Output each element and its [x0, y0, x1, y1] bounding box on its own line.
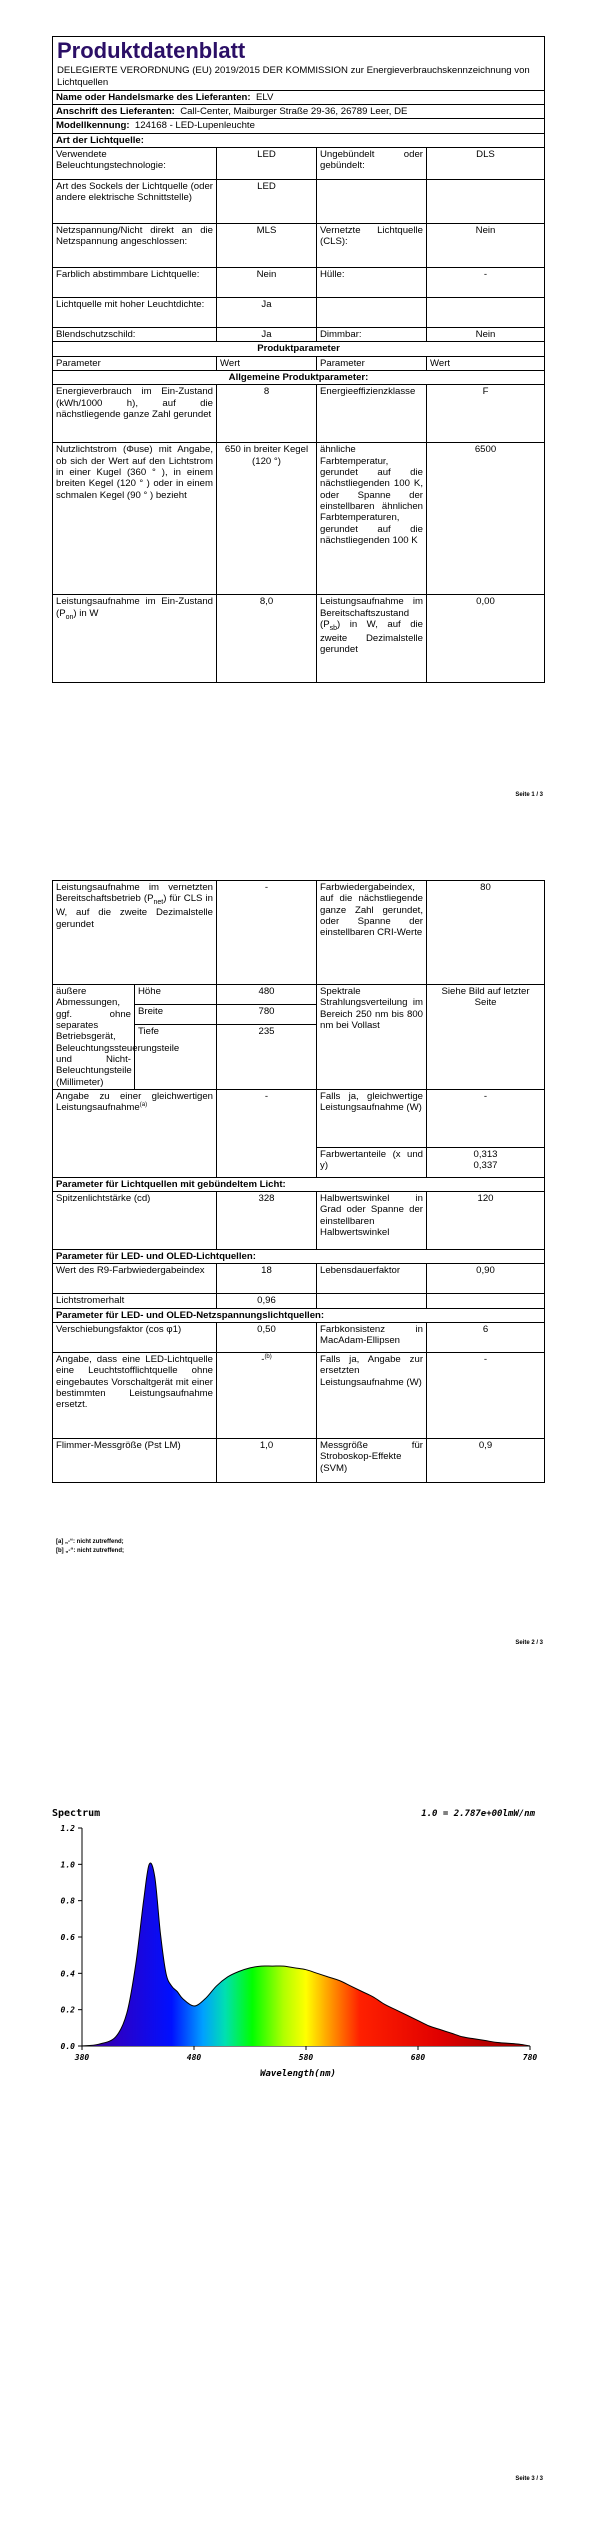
- macadam-label: Farbkonsistenz in MacAdam-Ellipsen: [317, 1323, 427, 1353]
- tech-value: LED: [217, 148, 317, 180]
- y-tick-label: 1.2: [60, 1824, 75, 1833]
- efficiency-label: Energieeffizienzklasse: [317, 385, 427, 443]
- product-params-header: Produktparameter: [53, 342, 545, 356]
- chromaticity-x: 0,313: [473, 1148, 498, 1160]
- chart-scale-note: 1.0 = 2.787e+00lmW/nm: [421, 1809, 535, 1819]
- width-label: Breite: [135, 1005, 217, 1025]
- supplier-address-label: Anschrift des Lieferanten:: [56, 106, 175, 118]
- height-label: Höhe: [135, 985, 217, 1005]
- param-col-header: Parameter: [317, 356, 427, 370]
- y-tick-label: 0.2: [60, 2005, 75, 2015]
- supplier-name-value: ELV: [255, 91, 274, 103]
- datasheet-table-page-1: [52, 36, 545, 683]
- dls-params-header: Parameter für Lichtquellen mit gebündeltem Licht:: [53, 1177, 545, 1191]
- chromaticity-value: [427, 1147, 545, 1177]
- flicker-value: 1,0: [217, 1439, 317, 1483]
- spectral-label: Spektrale Strahlungsverteilung im Bereich 250 nm bis 800 nm bei Vollast: [317, 985, 427, 1090]
- y-tick-label: 0.4: [60, 1969, 75, 1979]
- standby-label: Leistungsaufnahme im Bereitschaftszustand $(P_{sb})$ in W, auf die zweite Dezimalstelle gerundet: [317, 595, 427, 683]
- cri-value: 80: [427, 881, 545, 985]
- lifetime-value: 0,90: [427, 1264, 545, 1294]
- empty-cell: [427, 180, 545, 224]
- dimensions-label: äußere Abmessungen, ggf. ohne separates Betriebsgerät, Beleuchtungssteuerungsteile und Nicht-Beleuchtungsteile (Millimeter): [53, 985, 135, 1090]
- empty-cell: [427, 1294, 545, 1308]
- general-params-header: Allgemeine Produktparameter:: [53, 371, 545, 385]
- power-factor-value: 0,50: [217, 1323, 317, 1353]
- value-col-header: Wert: [217, 356, 317, 370]
- lifetime-label: Lebensdauerfaktor: [317, 1264, 427, 1294]
- spectrum-area: [82, 1863, 530, 2046]
- param-col-header: Parameter: [53, 356, 217, 370]
- maintenance-value: 0,96: [217, 1294, 317, 1308]
- depth-label: Tiefe: [135, 1025, 217, 1089]
- x-tick-label: 680: [410, 2053, 426, 2062]
- socket-value: LED: [217, 180, 317, 224]
- supplier-name-label: Name oder Handelsmarke des Lieferanten:: [56, 91, 251, 103]
- equiv-value: -: [217, 1089, 317, 1177]
- footnote-b: [b] „-“: nicht zutreffend;: [56, 1548, 124, 1554]
- stroboscopic-label: Messgröße für Stroboskop-Effekte (SVM): [317, 1439, 427, 1483]
- r9-label: Wert des R9-Farbwiedergabeindex: [53, 1264, 217, 1294]
- r9-value: 18: [217, 1264, 317, 1294]
- glare-value: Ja: [217, 328, 317, 342]
- cct-label: ähnliche Farbtemperatur, gerundet auf die nächstliegenden 100 K, oder Spanne der einstellbaren ähnlichen Farbtemperaturen, gerundet auf die nächstliegenden 100 K: [317, 443, 427, 595]
- x-tick-label: 580: [298, 2053, 314, 2062]
- high-luminance-label: Lichtquelle mit hoher Leuchtdichte:: [53, 298, 217, 328]
- tech-label: Verwendete Beleuchtungstechnologie:: [53, 148, 217, 180]
- chart-title: Spectrum: [52, 1808, 101, 1819]
- value-col-header: Wert: [427, 356, 545, 370]
- supplier-address-row: [53, 105, 545, 119]
- connected-value: Nein: [427, 224, 545, 268]
- light-type-header: Art der Lichtquelle:: [53, 133, 545, 147]
- x-ticks: [74, 2046, 538, 2062]
- cct-value: 6500: [427, 443, 545, 595]
- x-tick-label: 380: [74, 2053, 90, 2062]
- x-tick-label: 780: [522, 2053, 538, 2062]
- energy-label: Energieverbrauch im Ein-Zustand (kWh/1000 h), auf die nächstliegende ganze Zahl gerundet: [53, 385, 217, 443]
- y-tick-label: 0.6: [60, 1933, 75, 1942]
- equiv-label: Angabe zu einer gleichwertigen Leistungsaufnahme$^{(a)}$: [53, 1089, 217, 1177]
- model-label: Modellkennung:: [56, 120, 130, 132]
- footnote-a: [a] „-“: nicht zutreffend;: [56, 1539, 124, 1545]
- y-tick-label: 0.8: [60, 1896, 75, 1906]
- regulation-text: DELEGIERTE VERORDNUNG (EU) 2019/2015 DER KOMMISSION zur Energieverbrauchskennzeichnung von Lichtquellen: [57, 65, 530, 88]
- high-luminance-value: Ja: [217, 298, 317, 328]
- empty-cell: [317, 298, 427, 328]
- empty-cell: [427, 298, 545, 328]
- y-tick-label: 0.0: [60, 2042, 75, 2051]
- macadam-value: 6: [427, 1323, 545, 1353]
- flux-label: Nutzlichtstrom (Φuse) mit Angabe, ob sich der Wert auf den Lichtstrom in einer Kugel (360 ° ), in einem breiten Kegel (120 ° ) oder in einem schmalen Kegel (90 ° ) bezieht: [53, 443, 217, 595]
- spectrum-chart: [40, 1800, 560, 2100]
- color-tunable-value: Nein: [217, 268, 317, 298]
- x-axis-label: Wavelength(nm): [260, 2069, 336, 2079]
- header-cell: [53, 37, 545, 91]
- power-on-value: 8,0: [217, 595, 317, 683]
- empty-cell: [317, 1294, 427, 1308]
- height-value: 480: [217, 985, 317, 1005]
- chromaticity-y: 0,337: [473, 1160, 498, 1172]
- replacement-label: Angabe, dass eine LED-Lichtquelle eine Leuchtstofflichtquelle ohne eingebautes Vorschaltgerät mit einer bestimmten Leistungsaufnahme ersetzt.: [53, 1353, 217, 1439]
- flux-value: 650 in breiter Kegel (120 °): [217, 443, 317, 595]
- cover-label: Hülle:: [317, 268, 427, 298]
- undirected-value: DLS: [427, 148, 545, 180]
- net-standby-label: Leistungsaufnahme im vernetzten Bereitschaftsbetrieb $(P_{net})$ für CLS in W, auf die zweite Dezimalstelle gerundet: [53, 881, 217, 985]
- net-standby-value: -: [217, 881, 317, 985]
- peak-intensity-label: Spitzenlichtstärke (cd): [53, 1192, 217, 1250]
- mains-value: MLS: [217, 224, 317, 268]
- footnotes: [56, 1538, 124, 1556]
- supplier-address-value: Call-Center, Maiburger Straße 29-36, 26789 Leer, DE: [180, 106, 408, 118]
- beam-angle-value: 120: [427, 1192, 545, 1250]
- color-tunable-label: Farblich abstimmbare Lichtquelle:: [53, 268, 217, 298]
- flicker-label: Flimmer-Messgröße (Pst LM): [53, 1439, 217, 1483]
- power-on-label: Leistungsaufnahme im Ein-Zustand $(P_{on})$ in W: [53, 595, 217, 683]
- standby-value: 0,00: [427, 595, 545, 683]
- page-number: Seite 1 / 3: [515, 792, 543, 798]
- socket-label: Art des Sockels der Lichtquelle (oder andere elektrische Schnittstelle): [53, 180, 217, 224]
- dimmable-label: Dimmbar:: [317, 328, 427, 342]
- mains-label: Netzspannung/Nicht direkt an die Netzspannung angeschlossen:: [53, 224, 217, 268]
- power-factor-label: Verschiebungsfaktor (cos φ1): [53, 1323, 217, 1353]
- spectral-value: Siehe Bild auf letzter Seite: [427, 985, 545, 1090]
- undirected-label: Ungebündelt oder gebündelt:: [317, 148, 427, 180]
- peak-intensity-value: 328: [217, 1192, 317, 1250]
- replacement-power-value: -: [427, 1353, 545, 1439]
- page-number: Seite 2 / 3: [515, 1640, 543, 1646]
- replacement-value: -$^{(b)}$: [217, 1353, 317, 1439]
- x-tick-label: 480: [186, 2053, 202, 2062]
- y-tick-label: 1.0: [60, 1860, 75, 1870]
- maintenance-label: Lichtstromerhalt: [53, 1294, 217, 1308]
- cover-value: -: [427, 268, 545, 298]
- glare-label: Blendschutzschild:: [53, 328, 217, 342]
- supplier-name-row: [53, 90, 545, 104]
- width-value: 780: [217, 1005, 317, 1025]
- mains-params-header: Parameter für LED- und OLED-Netzspannungslichtquellen:: [53, 1308, 545, 1322]
- y-ticks: [61, 1824, 82, 2051]
- depth-value: 235: [217, 1025, 317, 1089]
- connected-label: Vernetzte Lichtquelle (CLS):: [317, 224, 427, 268]
- led-params-header: Parameter für LED- und OLED-Lichtquellen:: [53, 1250, 545, 1264]
- energy-value: 8: [217, 385, 317, 443]
- beam-angle-label: Halbwertswinkel in Grad oder Spanne der einstellbaren Halbwertswinkel: [317, 1192, 427, 1250]
- empty-cell: [317, 180, 427, 224]
- chromaticity-label: Farbwertanteile (x und y): [317, 1147, 427, 1177]
- stroboscopic-value: 0,9: [427, 1439, 545, 1483]
- equiv-power-value: -: [427, 1089, 545, 1147]
- page-title: Produktdatenblatt: [57, 38, 246, 63]
- page-number: Seite 3 / 3: [515, 2476, 543, 2482]
- dimmable-value: Nein: [427, 328, 545, 342]
- efficiency-value: F: [427, 385, 545, 443]
- model-value: 124168 - LED-Lupenleuchte: [134, 120, 255, 132]
- replacement-power-label: Falls ja, Angabe zur ersetzten Leistungsaufnahme (W): [317, 1353, 427, 1439]
- model-row: [53, 119, 545, 133]
- equiv-power-label: Falls ja, gleichwertige Leistungsaufnahme (W): [317, 1089, 427, 1147]
- cri-label: Farbwiedergabeindex, auf die nächstliegende ganze Zahl gerundet, oder Spanne der einstellbaren CRI-Werte: [317, 881, 427, 985]
- datasheet-table-page-2: [52, 880, 545, 1483]
